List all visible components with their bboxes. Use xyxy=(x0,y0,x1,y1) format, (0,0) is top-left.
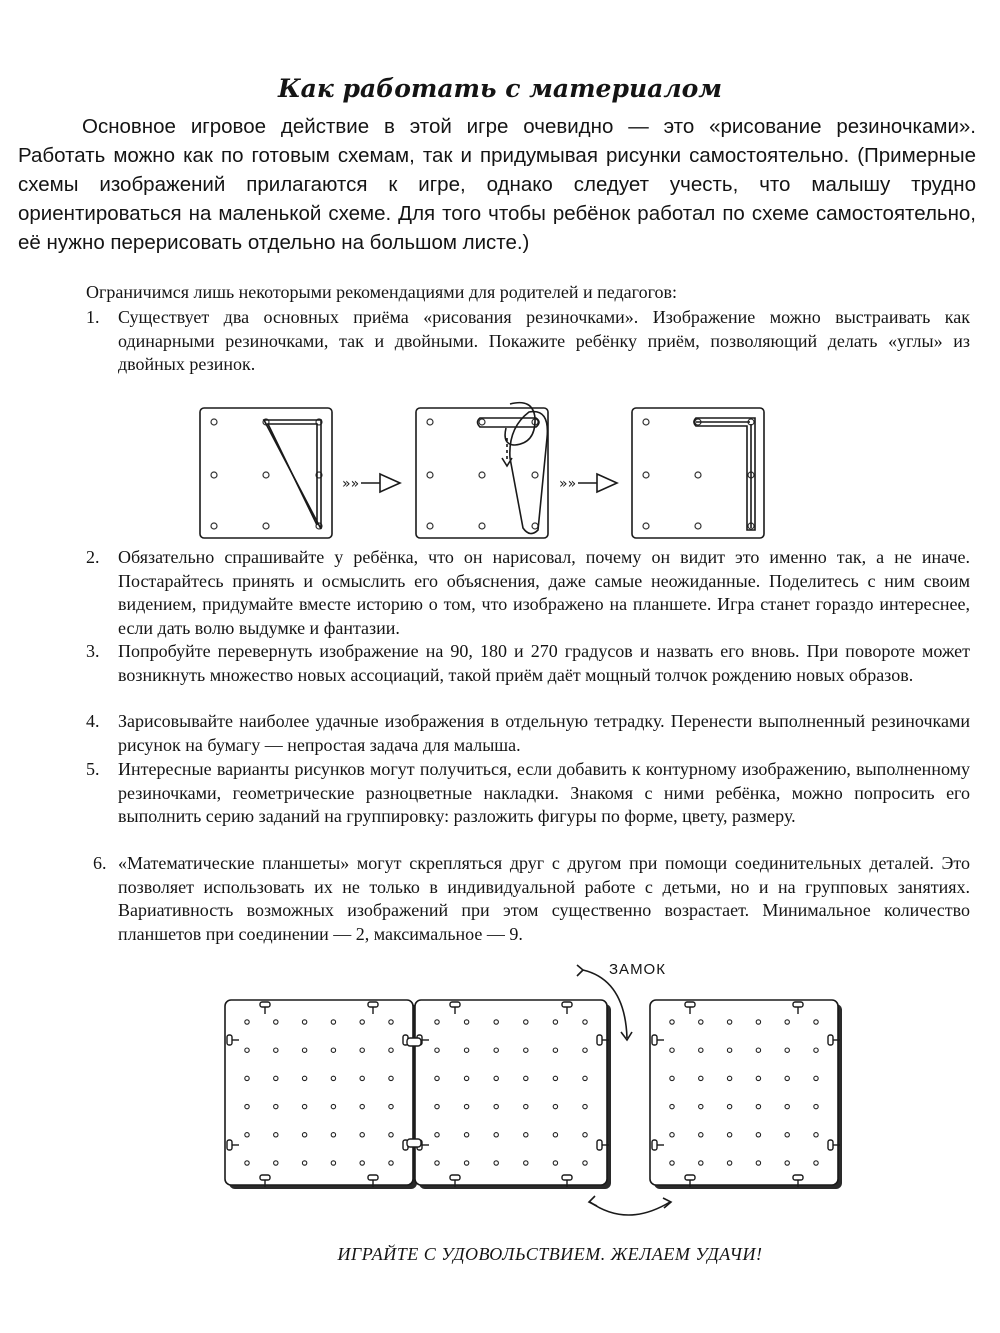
peg-hole xyxy=(389,1076,393,1080)
peg-hole xyxy=(274,1133,278,1137)
peg-hole xyxy=(331,1161,335,1165)
peg-hole xyxy=(756,1104,760,1108)
corner-technique-diagram xyxy=(190,398,790,548)
connector-pin xyxy=(450,1175,460,1180)
board-single-band xyxy=(200,408,332,538)
list-item-number: 6. xyxy=(93,853,107,873)
peg-hole xyxy=(494,1133,498,1137)
connector-pin xyxy=(828,1140,833,1150)
peg-hole xyxy=(302,1048,306,1052)
connector-pin xyxy=(793,1175,803,1180)
peg-hole xyxy=(389,1020,393,1024)
peg-hole xyxy=(814,1020,818,1024)
lock-connector xyxy=(407,1038,421,1046)
peg-hole xyxy=(583,1104,587,1108)
peg-hole xyxy=(302,1020,306,1024)
peg-hole xyxy=(494,1020,498,1024)
peg-hole xyxy=(583,1161,587,1165)
peg-hole xyxy=(524,1133,528,1137)
peg-hole xyxy=(245,1076,249,1080)
list-item-number: 1. xyxy=(86,307,100,327)
peg-hole xyxy=(331,1104,335,1108)
list-item-number: 5. xyxy=(86,759,100,779)
connector-pin xyxy=(597,1140,602,1150)
peg-hole xyxy=(524,1020,528,1024)
peg-hole xyxy=(360,1020,364,1024)
connector-pin xyxy=(685,1002,695,1007)
peg-hole xyxy=(331,1020,335,1024)
peg-hole xyxy=(435,1076,439,1080)
peg-hole xyxy=(814,1161,818,1165)
connector-pin xyxy=(685,1175,695,1180)
peg-hole xyxy=(360,1161,364,1165)
list-item xyxy=(86,710,970,757)
peg-hole xyxy=(274,1020,278,1024)
list-item xyxy=(86,306,970,377)
peg-hole xyxy=(727,1048,731,1052)
peg-hole xyxy=(494,1161,498,1165)
board xyxy=(415,1000,607,1185)
list-item-text: Интересные варианты рисунков могут получиться, если добавить к контурному изображению, выполненному резиночками, геометрические разноцветные накладки. Знакомя с ними ребёнка, можно попросить его выполнить серию заданий на группировку: разложить фигуры по форме, цвету, размеру. xyxy=(118,759,970,826)
connector-pin xyxy=(368,1002,378,1007)
peg-hole xyxy=(360,1048,364,1052)
peg-hole xyxy=(389,1161,393,1165)
arrow-next-icon xyxy=(342,474,400,492)
peg-hole xyxy=(756,1133,760,1137)
peg-hole xyxy=(670,1020,674,1024)
peg-hole xyxy=(699,1161,703,1165)
peg-hole xyxy=(302,1133,306,1137)
peg-hole xyxy=(331,1076,335,1080)
peg-hole xyxy=(699,1104,703,1108)
peg-hole xyxy=(785,1048,789,1052)
peg-hole xyxy=(245,1133,249,1137)
peg-hole xyxy=(435,1133,439,1137)
peg-hole xyxy=(583,1020,587,1024)
peg-hole xyxy=(670,1104,674,1108)
peg-hole xyxy=(331,1048,335,1052)
closing-wish: ИГРАЙТЕ С УДОВОЛЬСТВИЕМ. ЖЕЛАЕМ УДАЧИ! xyxy=(337,1244,763,1264)
peg-hole xyxy=(494,1076,498,1080)
peg-hole xyxy=(756,1076,760,1080)
peg-hole xyxy=(464,1104,468,1108)
list-item xyxy=(93,852,970,946)
list-item-number: 3. xyxy=(86,641,100,661)
peg-hole xyxy=(302,1076,306,1080)
list-item-text: Существует два основных приёма «рисования резиночками». Изображение можно выстраивать как одинарными резиночками, так и двойными. Покажите ребёнку приём, позволяющий делать «углы» из двойных резинок. xyxy=(118,307,970,374)
peg-hole xyxy=(670,1048,674,1052)
connector-pin xyxy=(450,1002,460,1007)
peg-hole xyxy=(302,1104,306,1108)
list-item-text: «Математические планшеты» могут скрепляться друг с другом при помощи соединительных деталей. Это позволяет использовать их не только в индивидуальной работе с детьми, но и на групповых занятиях. Вариативность возможных изображений при этом существенно возрастает. Минимальное количество планшетов при соединении — 2, максимальное — 9. xyxy=(118,853,970,944)
peg-hole xyxy=(814,1076,818,1080)
board xyxy=(650,1000,838,1185)
join-arrow xyxy=(590,1202,670,1215)
peg-hole xyxy=(360,1076,364,1080)
peg-hole xyxy=(435,1104,439,1108)
peg-hole xyxy=(727,1104,731,1108)
peg-hole xyxy=(435,1048,439,1052)
list-item-text: Обязательно спрашивайте у ребёнка, что он нарисовал, почему он видит это именно так, а не иначе. Постарайтесь принять и осмыслить его объяснения, даже самые неожиданные. Поделитесь с ним своим видением, придумайте вместе историю о том, что изображено на планшете. Игра станет гораздо интереснее, если дать волю выдумке и фантазии. xyxy=(118,547,970,638)
peg-hole xyxy=(785,1161,789,1165)
recommendations-lead: Ограничимся лишь некоторыми рекомендациями для родителей и педагогов: xyxy=(86,282,678,302)
peg-hole xyxy=(494,1048,498,1052)
peg-hole xyxy=(435,1020,439,1024)
lock-connector xyxy=(407,1139,421,1147)
peg-hole xyxy=(274,1104,278,1108)
peg-hole xyxy=(245,1104,249,1108)
peg-hole xyxy=(360,1133,364,1137)
peg-hole xyxy=(756,1020,760,1024)
peg-hole xyxy=(553,1048,557,1052)
board-double-band-loop xyxy=(416,403,548,538)
connector-pin xyxy=(227,1035,232,1045)
arrow-head-icon xyxy=(577,965,583,976)
lock-label: ЗАМОК xyxy=(609,961,666,978)
peg-hole xyxy=(524,1161,528,1165)
peg-hole xyxy=(756,1161,760,1165)
peg-hole xyxy=(274,1076,278,1080)
peg-hole xyxy=(785,1020,789,1024)
list-item-number: 2. xyxy=(86,547,100,567)
peg-hole xyxy=(464,1048,468,1052)
peg-hole xyxy=(785,1104,789,1108)
peg-hole xyxy=(670,1076,674,1080)
peg-hole xyxy=(699,1048,703,1052)
peg-hole xyxy=(435,1161,439,1165)
peg-hole xyxy=(331,1133,335,1137)
peg-hole xyxy=(464,1020,468,1024)
peg-hole xyxy=(583,1076,587,1080)
peg-hole xyxy=(670,1133,674,1137)
peg-hole xyxy=(245,1020,249,1024)
peg-hole xyxy=(727,1076,731,1080)
connected-boards-diagram xyxy=(215,960,865,1230)
peg-hole xyxy=(360,1104,364,1108)
peg-hole xyxy=(389,1104,393,1108)
peg-hole xyxy=(553,1020,557,1024)
peg-hole xyxy=(727,1020,731,1024)
arrow-head-icon xyxy=(589,1196,597,1206)
peg-hole xyxy=(583,1048,587,1052)
peg-hole xyxy=(302,1161,306,1165)
peg-hole xyxy=(274,1048,278,1052)
connector-pin xyxy=(562,1002,572,1007)
peg-hole xyxy=(553,1104,557,1108)
connector-pin xyxy=(260,1175,270,1180)
peg-hole xyxy=(814,1133,818,1137)
page-title: Как работать с материалом xyxy=(277,74,723,103)
connector-pin xyxy=(828,1035,833,1045)
peg-hole xyxy=(389,1048,393,1052)
peg-hole xyxy=(553,1076,557,1080)
peg-hole xyxy=(699,1020,703,1024)
peg-hole xyxy=(553,1133,557,1137)
peg-hole xyxy=(274,1161,278,1165)
list-item-text: Попробуйте перевернуть изображение на 90, 180 и 270 градусов и назвать его вновь. При повороте может возникнуть множество новых ассоциаций, такой приём даёт мощный толчок рождению новых образов. xyxy=(118,641,970,685)
peg-hole xyxy=(464,1133,468,1137)
peg-hole xyxy=(245,1048,249,1052)
connector-pin xyxy=(597,1035,602,1045)
list-item xyxy=(86,640,970,687)
connector-pin xyxy=(227,1140,232,1150)
arrow-next-icon xyxy=(559,474,617,492)
intro-paragraph: Основное игровое действие в этой игре очевидно — это «рисование резиночками». Работать можно как по готовым схемам, так и придумывая рисунки самостоятельно. (Примерные схемы изображений прилагаются к игре, однако следует учесть, что малышу трудно ориентироваться на маленькой схеме. Для того чтобы ребёнок работал по схеме самостоятельно, её нужно перерисовать отдельно на большом листе.) xyxy=(18,115,976,254)
peg-hole xyxy=(785,1076,789,1080)
svg-text:»»: »» xyxy=(559,476,577,492)
peg-hole xyxy=(756,1048,760,1052)
board xyxy=(225,1000,413,1185)
peg-hole xyxy=(464,1161,468,1165)
peg-hole xyxy=(553,1161,557,1165)
peg-hole xyxy=(524,1076,528,1080)
connector-pin xyxy=(562,1175,572,1180)
peg-hole xyxy=(814,1104,818,1108)
peg-hole xyxy=(524,1104,528,1108)
board-double-band-corner xyxy=(632,408,764,538)
peg-hole xyxy=(814,1048,818,1052)
connector-pin xyxy=(368,1175,378,1180)
peg-hole xyxy=(245,1161,249,1165)
connector-pin xyxy=(652,1140,657,1150)
peg-hole xyxy=(670,1161,674,1165)
list-item-number: 4. xyxy=(86,711,100,731)
connector-pin xyxy=(652,1035,657,1045)
list-item xyxy=(86,546,970,640)
peg-hole xyxy=(699,1133,703,1137)
peg-hole xyxy=(464,1076,468,1080)
peg-hole xyxy=(727,1161,731,1165)
list-item xyxy=(86,758,970,829)
peg-hole xyxy=(785,1133,789,1137)
peg-hole xyxy=(699,1076,703,1080)
peg-hole xyxy=(524,1048,528,1052)
peg-hole xyxy=(727,1133,731,1137)
connector-pin xyxy=(260,1002,270,1007)
list-item-text: Зарисовывайте наиболее удачные изображения в отдельную тетрадку. Перенести выполненный резиночками рисунок на бумагу — непростая задача для малыша. xyxy=(118,711,970,755)
connector-pin xyxy=(793,1002,803,1007)
peg-hole xyxy=(583,1133,587,1137)
svg-text:»»: »» xyxy=(342,476,360,492)
peg-hole xyxy=(389,1133,393,1137)
peg-hole xyxy=(494,1104,498,1108)
